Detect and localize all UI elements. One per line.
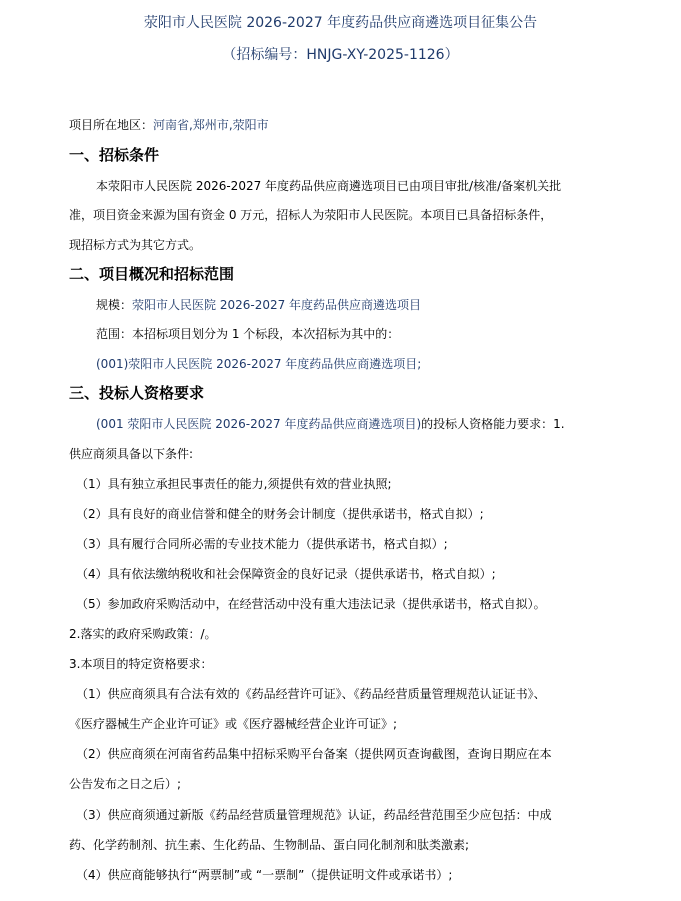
- tender-number: （招标编号：HNJG-XY-2025-1126）: [222, 47, 459, 63]
- qualification-item-3: （3）具有履行合同所必需的专业技术能力（提供承诺书，格式自拟）;: [76, 537, 448, 551]
- special-requirements-heading: 3.本项目的特定资格要求：: [69, 657, 213, 671]
- special-requirement-3b: 药、化学药制剂、抗生素、生化药品、生物制品、蛋白同化制剂和肽类激素;: [69, 838, 470, 852]
- special-requirement-1a: （1）供应商须具有合法有效的《药品经营许可证》、《药品经营质量管理规范认证证书》、: [76, 687, 546, 701]
- qualification-item-5: （5）参加政府采购活动中，在经营活动中没有重大违法记录（提供承诺书，格式自拟）。: [76, 597, 546, 611]
- region-label: 项目所在地区：: [69, 118, 154, 132]
- project-region: [69, 116, 269, 133]
- scale-value: 荥阳市人民医院 2026-2027 年度药品供应商遴选项目: [132, 298, 422, 312]
- sec3-intro-lot: (001 荥阳市人民医院 2026-2027 年度药品供应商遴选项目): [96, 417, 422, 431]
- sec1-line-1: 本荥阳市人民医院 2026-2027 年度药品供应商遴选项目已由项目审批/核准/备案机关批: [96, 179, 562, 193]
- sec3-intro-2: 供应商须具备以下条件:: [69, 447, 194, 461]
- special-requirement-4: （4）供应商能够执行“两票制”或 “一票制”（提供证明文件或承诺书）;: [76, 868, 453, 882]
- section-1-heading: 一、招标条件: [69, 146, 160, 164]
- qualification-item-4: （4）具有依法缴纳税收和社会保障资金的良好记录（提供承诺书，格式自拟）;: [76, 567, 496, 581]
- sec3-intro: [96, 415, 565, 432]
- sec3-intro-rest: 的投标人资格能力要求：1.: [421, 417, 565, 431]
- sec1-line-2: 准，项目资金来源为国有资金 0 万元，招标人为荥阳市人民医院。本项目已具备招标条件，: [69, 208, 553, 222]
- special-requirement-2b: 公告发布之日之后）;: [69, 777, 182, 791]
- sec1-line-3: 现招标方式为其它方式。: [69, 238, 202, 252]
- procurement-policy: 2.落实的政府采购政策：/。: [69, 627, 217, 641]
- document-title: 荥阳市人民医院 2026-2027 年度药品供应商遴选项目征集公告: [143, 15, 538, 31]
- special-requirement-1b: 《医疗器械生产企业许可证》或《医疗器械经营企业许可证》;: [69, 717, 398, 731]
- region-value: 河南省,郑州市,荥阳市: [153, 118, 269, 132]
- qualification-item-1: （1）具有独立承担民事责任的能力,须提供有效的营业执照;: [76, 477, 392, 491]
- qualification-item-2: （2）具有良好的商业信誉和健全的财务会计制度（提供承诺书，格式自拟）;: [76, 507, 484, 521]
- sec2-scope: 范围：本招标项目划分为 1 个标段，本次招标为其中的：: [96, 327, 400, 341]
- section-2-heading: 二、项目概况和招标范围: [69, 265, 235, 283]
- sec2-lot: (001)荥阳市人民医院 2026-2027 年度药品供应商遴选项目;: [96, 357, 422, 371]
- scale-label: 规模：: [96, 298, 133, 312]
- section-3-heading: 三、投标人资格要求: [69, 384, 205, 402]
- special-requirement-2a: （2）供应商须在河南省药品集中招标采购平台备案（提供网页查询截图，查询日期应在本: [76, 747, 552, 761]
- special-requirement-3a: （3）供应商须通过新版《药品经营质量管理规范》认证，药品经营范围至少应包括：中成: [76, 808, 552, 822]
- sec2-scale: [96, 296, 421, 313]
